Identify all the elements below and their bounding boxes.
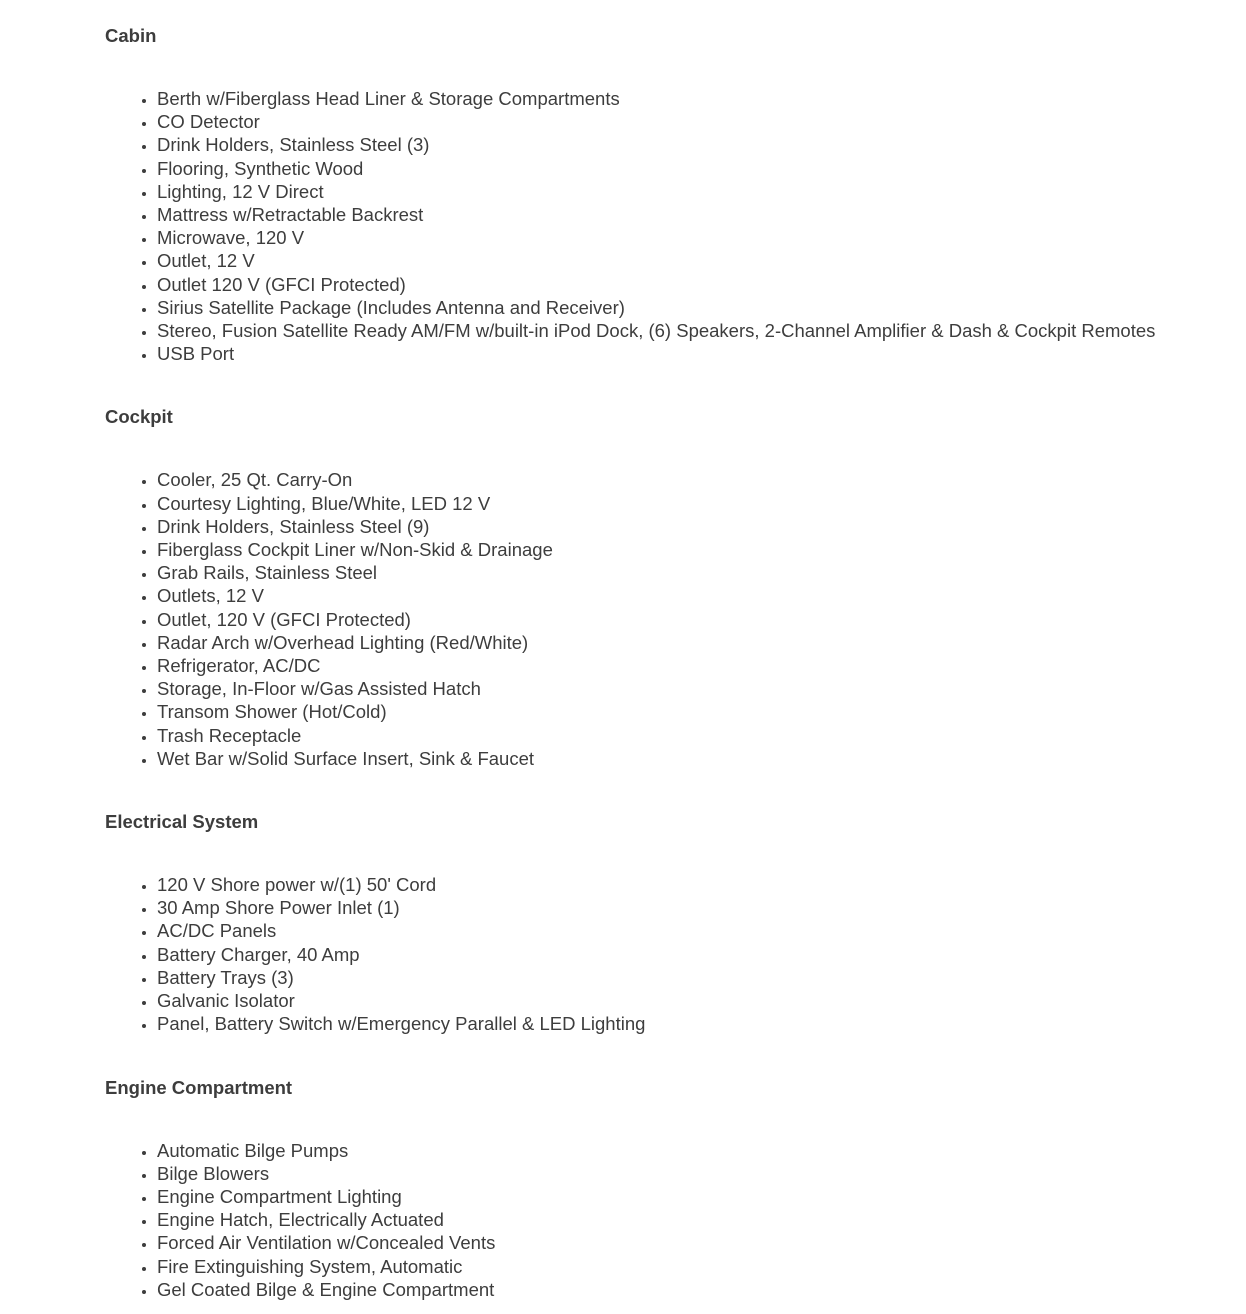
list-item: • AC/DC Panels [157, 919, 1235, 942]
list-item: • Galvanic Isolator [157, 989, 1235, 1012]
list-item: • Flooring, Synthetic Wood [157, 157, 1235, 180]
section-title: Cabin [105, 25, 157, 46]
list-item: • Refrigerator, AC/DC [157, 654, 1235, 677]
list-item: • Outlet 120 V (GFCI Protected) [157, 273, 1235, 296]
list-item: • Drink Holders, Stainless Steel (9) [157, 515, 1235, 538]
list-item: • Trash Receptacle [157, 724, 1235, 747]
list-item: • Outlet, 12 V [157, 249, 1235, 272]
list-item: • Gel Coated Bilge & Engine Compartment [157, 1278, 1235, 1301]
list-item: • Storage, In-Floor w/Gas Assisted Hatch [157, 677, 1235, 700]
list-item: • USB Port [157, 342, 1235, 365]
list-item: • Transom Shower (Hot/Cold) [157, 700, 1235, 723]
section-title: Cockpit [105, 406, 173, 428]
list-item: • Drink Holders, Stainless Steel (3) [157, 133, 1235, 156]
section-title: Electrical System [105, 811, 259, 833]
list-item: • Engine Hatch, Electrically Actuated [157, 1208, 1235, 1231]
list-item: • Forced Air Ventilation w/Concealed Vents [157, 1231, 1235, 1254]
list-item: • Stereo, Fusion Satellite Ready AM/FM w/built-in iPod Dock, (6) Speakers, 2-Channel Amplifier & Dash & Cockpit Remotes [157, 319, 1235, 342]
list-item: • Wet Bar w/Solid Surface Insert, Sink & Faucet [157, 747, 1235, 770]
section-electrical-system [105, 810, 1235, 1035]
list-item: • Sirius Satellite Package (Includes Antenna and Receiver) [157, 296, 1235, 319]
list-item: • CO Detector [157, 110, 1235, 133]
feature-list [105, 87, 1235, 365]
feature-list [105, 468, 1235, 770]
list-item: • Bilge Blowers [157, 1162, 1235, 1185]
list-item: • Lighting, 12 V Direct [157, 180, 1235, 203]
list-item: • Panel, Battery Switch w/Emergency Parallel & LED Lighting [157, 1012, 1235, 1035]
list-item: • Mattress w/Retractable Backrest [157, 203, 1235, 226]
list-item: • Berth w/Fiberglass Head Liner & Storage Compartments [157, 87, 1235, 110]
list-item: • Engine Compartment Lighting [157, 1185, 1235, 1208]
list-item: • Outlet, 120 V (GFCI Protected) [157, 608, 1235, 631]
list-item: • Fire Extinguishing System, Automatic [157, 1255, 1235, 1278]
list-item: • Fiberglass Cockpit Liner w/Non-Skid & Drainage [157, 538, 1235, 561]
feature-list [105, 1139, 1235, 1301]
features-document [105, 24, 1235, 1301]
list-item: • Grab Rails, Stainless Steel [157, 561, 1235, 584]
list-item: • 30 Amp Shore Power Inlet (1) [157, 896, 1235, 919]
feature-list [105, 873, 1235, 1035]
list-item: • Battery Charger, 40 Amp [157, 943, 1235, 966]
section-engine-compartment [105, 1076, 1235, 1301]
section-title: Engine Compartment [105, 1076, 293, 1098]
list-item: • Outlets, 12 V [157, 584, 1235, 607]
list-item: • Courtesy Lighting, Blue/White, LED 12 V [157, 492, 1235, 515]
list-item: • Radar Arch w/Overhead Lighting (Red/White) [157, 631, 1235, 654]
section-cockpit [105, 405, 1235, 770]
list-item: • Battery Trays (3) [157, 966, 1235, 989]
section-cabin [105, 24, 1235, 365]
list-item: • 120 V Shore power w/(1) 50' Cord [157, 873, 1235, 896]
list-item: • Automatic Bilge Pumps [157, 1139, 1235, 1162]
list-item: • Microwave, 120 V [157, 226, 1235, 249]
list-item: • Cooler, 25 Qt. Carry-On [157, 468, 1235, 491]
